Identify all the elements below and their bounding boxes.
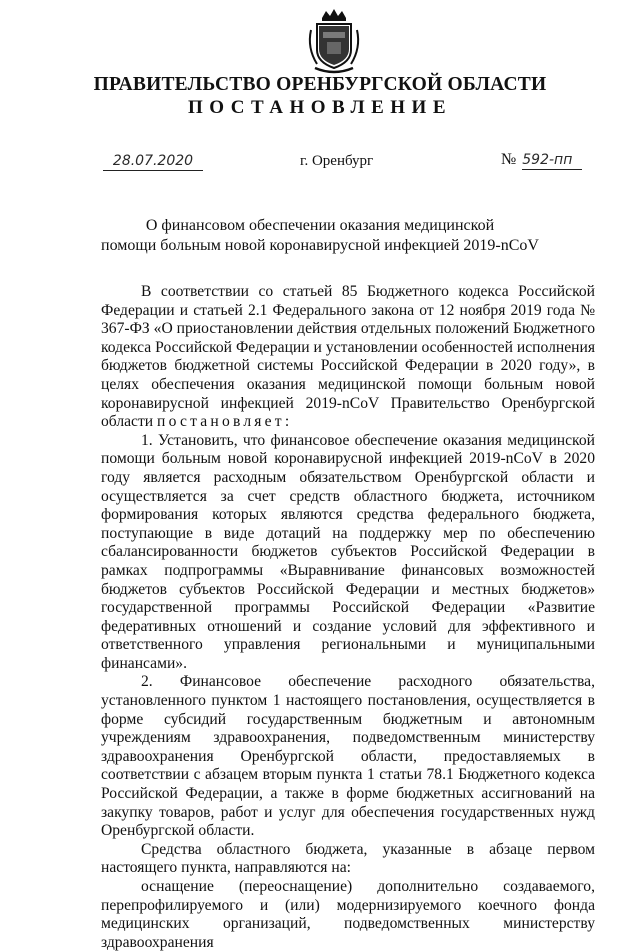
organization-title: ПРАВИТЕЛЬСТВО ОРЕНБУРГСКОЙ ОБЛАСТИ <box>93 74 547 95</box>
number-label: № <box>501 151 517 168</box>
number-value: 592-пп <box>522 151 582 170</box>
subject-line: О финансовом обеспечении оказания медицинской <box>145 217 495 234</box>
paragraph-intro <box>101 283 595 432</box>
paragraph: оснащение (переоснащение) дополнительно создаваемого, перепрофилируемого и (или) модернизируемого коечного фонда медицинских организаций, подведомственных министерству здравоохранения <box>101 878 595 951</box>
paragraph: 1. Установить, что финансовое обеспечение оказания медицинской помощи больным новой коронавирусной инфекцией 2019-nCoV в 2020 году является расходным обязательством Оренбургской области и осуществляется за счет средств областного бюджета, источником формирования которых являются средства федерального бюджета, поступающие в виде дотаций на поддержку мер по обеспечению сбалансированности бюджетов субъектов Российской Федерации в рамках подпрограммы «Выравнивание финансовых возможностей бюджетов субъектов Российской Федерации и местных бюджетов» государственной программы Российской Федерации «Развитие федеративных отношений и создание условий для эффективного и ответственного управления региональными и муниципальными финансами». <box>101 431 595 672</box>
paragraph: Средства областного бюджета, указанные в абзаце первом настоящего пункта, направляются на: <box>101 840 595 877</box>
orenburg-coat-of-arms-icon <box>305 8 363 74</box>
document-number <box>501 150 582 170</box>
city: г. Оренбург <box>300 153 374 169</box>
document-type: ПОСТАНОВЛЕНИЕ <box>187 97 453 118</box>
subject-line: помощи больным новой коронавирусной инфекцией 2019-nCoV <box>101 237 539 254</box>
document-subject <box>90 216 550 256</box>
document-body <box>101 283 595 952</box>
intro-text: В соответствии со статьей 85 Бюджетного кодекса Российской Федерации и статьей 2.1 Федерального закона от 12 ноября 2019 года № 367-ФЗ «О приостановлении действия отдельных положений Бюджетного кодекса Российской Федерации и установлении особенностей исполнения бюджетов бюджетной системы Российской Федерации в 2020 году», в целях обеспечения оказания медицинской помощи больным новой коронавирусной инфекцией 2019-nCoV Правительство Оренбургской области <box>101 283 595 431</box>
signature-date: 28.07.2020 <box>103 152 203 171</box>
paragraph: 2. Финансовое обеспечение расходного обязательства, установленного пунктом 1 настоящего постановления, осуществляется в форме субсидий государственным бюджетным и автономным учреждениям здравоохранения, подведомственным министерству здравоохранения Оренбургской области, предоставляемых в соответствии с абзацем вторым пункта 1 статьи 78.1 Бюджетного кодекса Российской Федерации, а также в форме бюджетных ассигнований на закупку товаров, работ и услуг для обеспечения государственных нужд Оренбургской области. <box>101 673 595 840</box>
decree-word: постановляет: <box>157 413 293 431</box>
